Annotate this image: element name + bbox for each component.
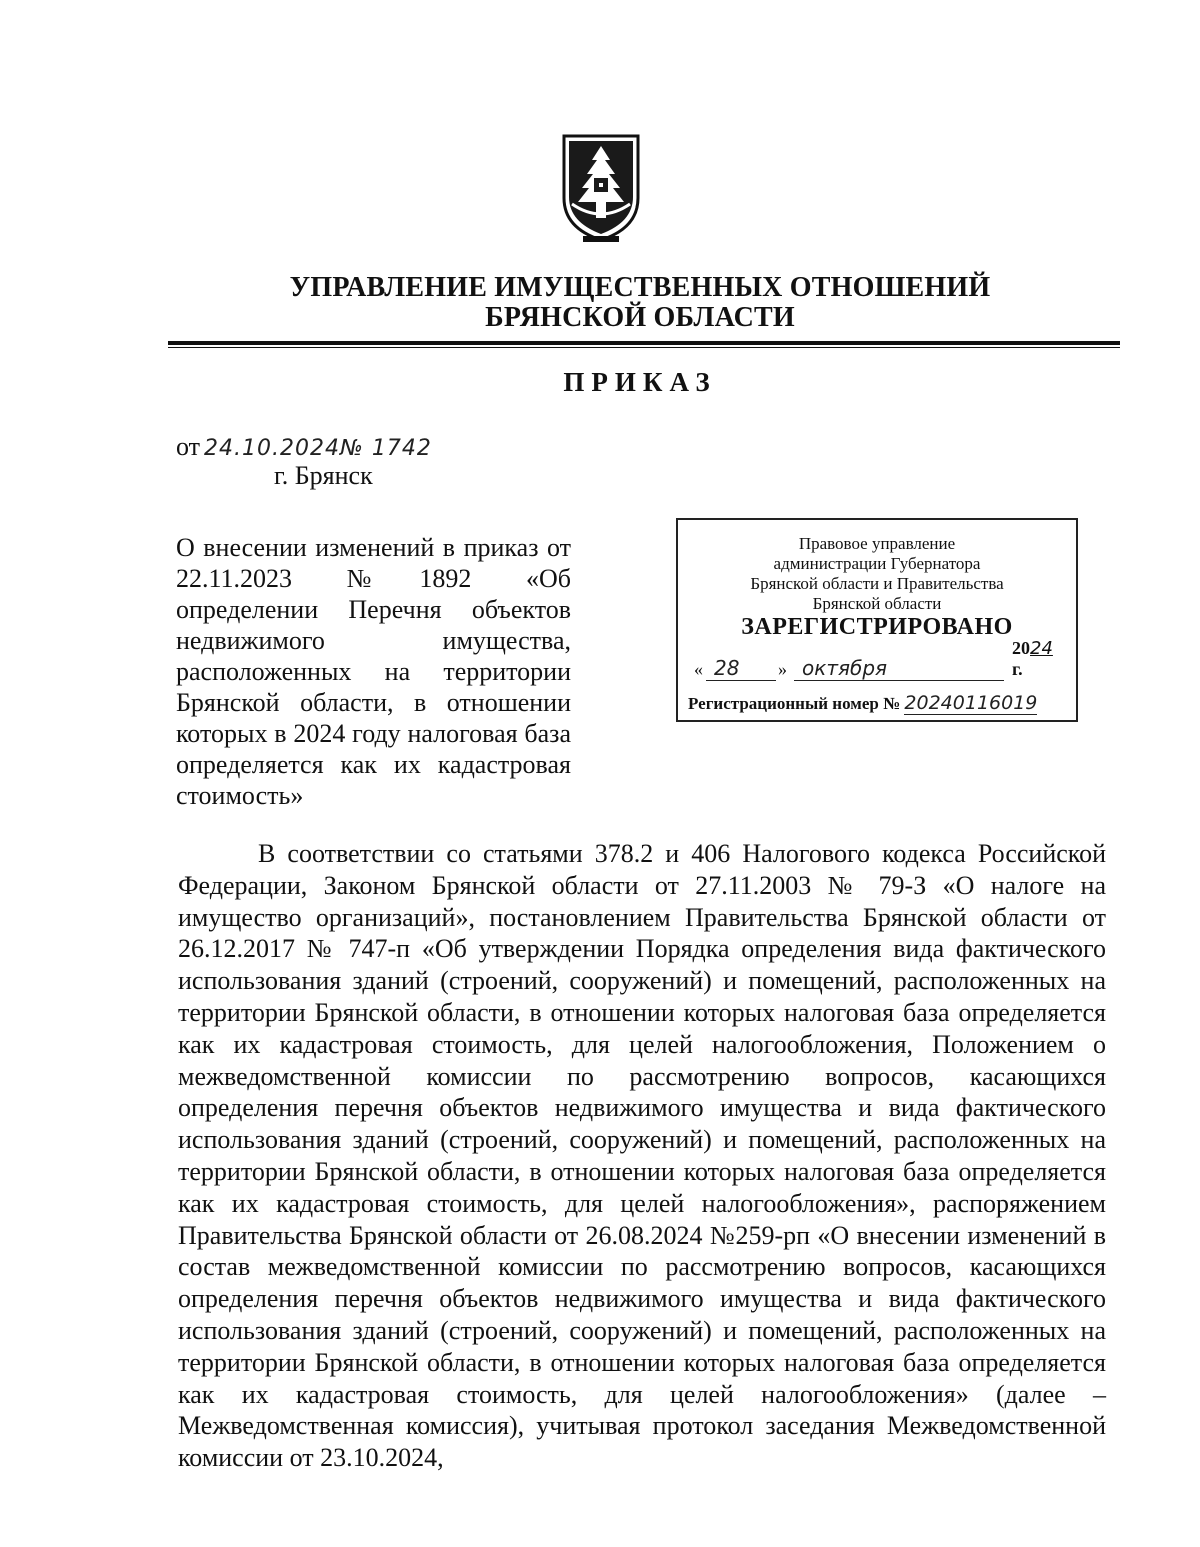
registration-stamp <box>676 518 1078 722</box>
stamp-day-underline <box>706 680 776 681</box>
stamp-quote-open: « <box>694 659 703 679</box>
handwritten-date-number: 24.10.2024№ 1742 <box>204 436 432 461</box>
stamp-authority-line3: Брянской области и Правительства <box>750 574 1004 593</box>
document-subject: О внесении изменений в приказ от 22.11.2023 №1892 «Об определении Перечня объектов недвижимого имущества, расположенных на территории Брянской области, в отношении которых в 2024 году налоговая база определяется как их кадастровая стоимость» <box>176 533 571 810</box>
stamp-reg-label: Регистрационный номер № <box>688 694 901 713</box>
stamp-authority-line2: администрации Губернатора <box>773 554 981 573</box>
stamp-handwritten-month: октября <box>802 656 888 680</box>
stamp-month-underline <box>794 680 1004 681</box>
stamp-year-unit: г. <box>1012 659 1023 679</box>
stamp-authority-line1: Правовое управление <box>798 534 956 553</box>
stamp-year-handwritten: 24 <box>1030 638 1053 659</box>
stamp-registration-number-line <box>688 692 1068 714</box>
document-city: г. Брянск <box>274 461 373 490</box>
stamp-handwritten-day: 28 <box>714 656 740 680</box>
organization-name-line2: БРЯНСКОЙ ОБЛАСТИ <box>485 302 795 333</box>
organization-name-line1: УПРАВЛЕНИЕ ИМУЩЕСТВЕННЫХ ОТНОШЕНИЙ <box>289 272 991 303</box>
document-type-title: ПРИКАЗ <box>563 367 717 397</box>
body-paragraph: В соответствии со статьями 378.2 и 406 Налогового кодекса Российской Федерации, Законом Брянской области от 27.11.2003 № 79-З «О налоге на имущество организаций», постановлением Правительства Брянской области от 26.12.2017 № 747-п «Об утверждении Порядка определения вида фактического использования зданий (строений, сооружений) и помещений, расположенных на территории Брянской области, в отношении которых налоговая база определяется как их кадастровая стоимость, для целей налогообложения, Положением о межведомственной комиссии по рассмотрению вопросов, касающихся определения перечня объектов недвижимого имущества и вида фактического использования зданий (строений, сооружений) и помещений, расположенных на территории Брянской области, в отношении которых налоговая база определяется как их кадастровая стоимость, для целей налогообложения», распоряжением Правительства Брянской области от 26.08.2024 №259-рп «О внесении изменений в состав межведомственной комиссии по рассмотрению вопросов, касающихся определения перечня объектов недвижимого имущества и вида фактического использования зданий (строений, сооружений) и помещений, расположенных на территории Брянской области, в отношении которых налоговая база определяется как их кадастровая стоимость, для целей налогообложения» (далее – Межведомственная комиссия), учитывая протокол заседания Межведомственной комиссии от 23.10.2024, <box>178 839 1106 1473</box>
stamp-registered-title: ЗАРЕГИСТРИРОВАНО <box>741 614 1013 640</box>
stamp-quote-close: » <box>778 659 787 679</box>
stamp-year-prefix: 20 <box>1012 638 1030 658</box>
stamp-year <box>1012 638 1066 680</box>
date-prefix: от <box>176 432 201 461</box>
coat-of-arms-emblem <box>558 128 644 244</box>
header-divider-thin <box>168 347 1120 348</box>
stamp-authority-line4: Брянской области <box>812 594 942 613</box>
header-divider-thick <box>168 341 1120 345</box>
stamp-date-line <box>694 638 1066 684</box>
document-date-line <box>176 432 432 462</box>
stamp-handwritten-reg-number: 20240116019 <box>904 692 1038 714</box>
